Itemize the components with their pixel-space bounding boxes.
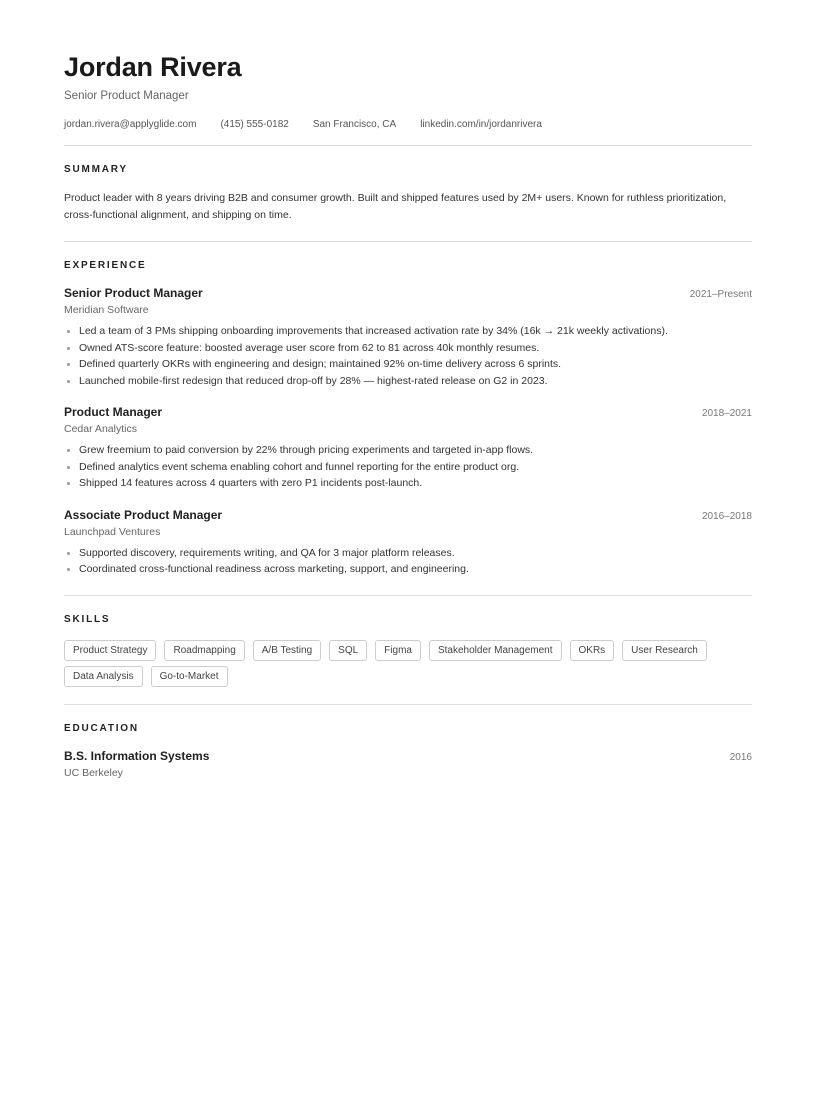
job-company: Launchpad Ventures: [64, 525, 161, 538]
skill-pill: Figma: [375, 640, 421, 661]
contact-linkedin: linkedin.com/in/jordanrivera: [420, 119, 542, 131]
education-heading: EDUCATION: [64, 722, 139, 734]
contact-phone: (415) 555-0182: [220, 119, 289, 131]
skill-pill: User Research: [622, 640, 707, 661]
job-title: Associate Product Manager: [64, 507, 223, 522]
job-dates: 2016–2018: [701, 510, 752, 522]
job-title: Senior Product Manager: [64, 286, 203, 301]
bullet-item: Defined quarterly OKRs with engineering and design; maintained 92% on-time delivery across 6 sprints.: [64, 356, 752, 373]
job-bullets: [64, 442, 752, 492]
skill-pill: SQL: [329, 640, 367, 661]
section-skills: [64, 595, 752, 704]
job-bullets: [64, 545, 752, 578]
job-dates: 2018–2021: [701, 408, 752, 420]
bullet-item: Owned ATS-score feature: boosted average user score from 62 to 81 across 40k monthly resumes.: [64, 340, 752, 357]
person-title: Senior Product Manager: [64, 90, 189, 103]
bullet-item: Defined analytics event schema enabling cohort and funnel reporting for the entire product org.: [64, 459, 752, 476]
skill-pill: Roadmapping: [164, 640, 244, 661]
job-entry: [64, 508, 752, 578]
bullet-item: Supported discovery, requirements writing, and QA for 3 major platform releases.: [64, 545, 752, 562]
education-dates: 2016: [729, 751, 752, 763]
section-summary: [64, 146, 752, 241]
job-company: Cedar Analytics: [64, 423, 137, 436]
person-name: Jordan Rivera: [64, 52, 242, 82]
job-company: Meridian Software: [64, 304, 149, 317]
summary-text: Product leader with 8 years driving B2B and consumer growth. Built and shipped features used by 2M+ users. Known for ruthless prioritization, cross-functional alignment, and shipping on time.: [64, 192, 727, 222]
contact-row: [64, 119, 752, 130]
skill-pill: Go-to-Market: [151, 666, 228, 687]
section-education: [64, 704, 752, 796]
summary-heading: SUMMARY: [64, 164, 128, 176]
skill-pill: Data Analysis: [64, 666, 143, 687]
skill-pill: Stakeholder Management: [429, 640, 562, 661]
education-school: UC Berkeley: [64, 766, 123, 779]
bullet-item: Grew freemium to paid conversion by 22% through pricing experiments and targeted in-app flows.: [64, 442, 752, 459]
skills-heading: SKILLS: [64, 613, 111, 625]
section-experience: [64, 241, 752, 595]
education-degree: B.S. Information Systems: [64, 748, 210, 763]
skill-pill: OKRs: [570, 640, 615, 661]
skill-pills: [64, 640, 752, 687]
bullet-item: Launched mobile-first redesign that reduced drop-off by 28% — highest-rated release on G2 in 2023.: [64, 373, 752, 390]
bullet-item: Shipped 14 features across 4 quarters with zero P1 incidents post-launch.: [64, 475, 752, 492]
resume-header: [64, 52, 752, 146]
job-title: Product Manager: [64, 405, 163, 420]
job-bullets: [64, 323, 752, 389]
job-entry: [64, 405, 752, 492]
bullet-item: Led a team of 3 PMs shipping onboarding improvements that increased activation rate by 34% (16k → 21k weekly activations).: [64, 323, 752, 340]
contact-location: San Francisco, CA: [312, 119, 397, 131]
job-dates: 2021–Present: [689, 289, 752, 301]
skill-pill: Product Strategy: [64, 640, 156, 661]
experience-heading: EXPERIENCE: [64, 260, 147, 272]
job-entry: [64, 286, 752, 389]
contact-email: jordan.rivera@applyglide.com: [64, 119, 197, 131]
skill-pill: A/B Testing: [253, 640, 321, 661]
bullet-item: Coordinated cross-functional readiness across marketing, support, and engineering.: [64, 561, 752, 578]
